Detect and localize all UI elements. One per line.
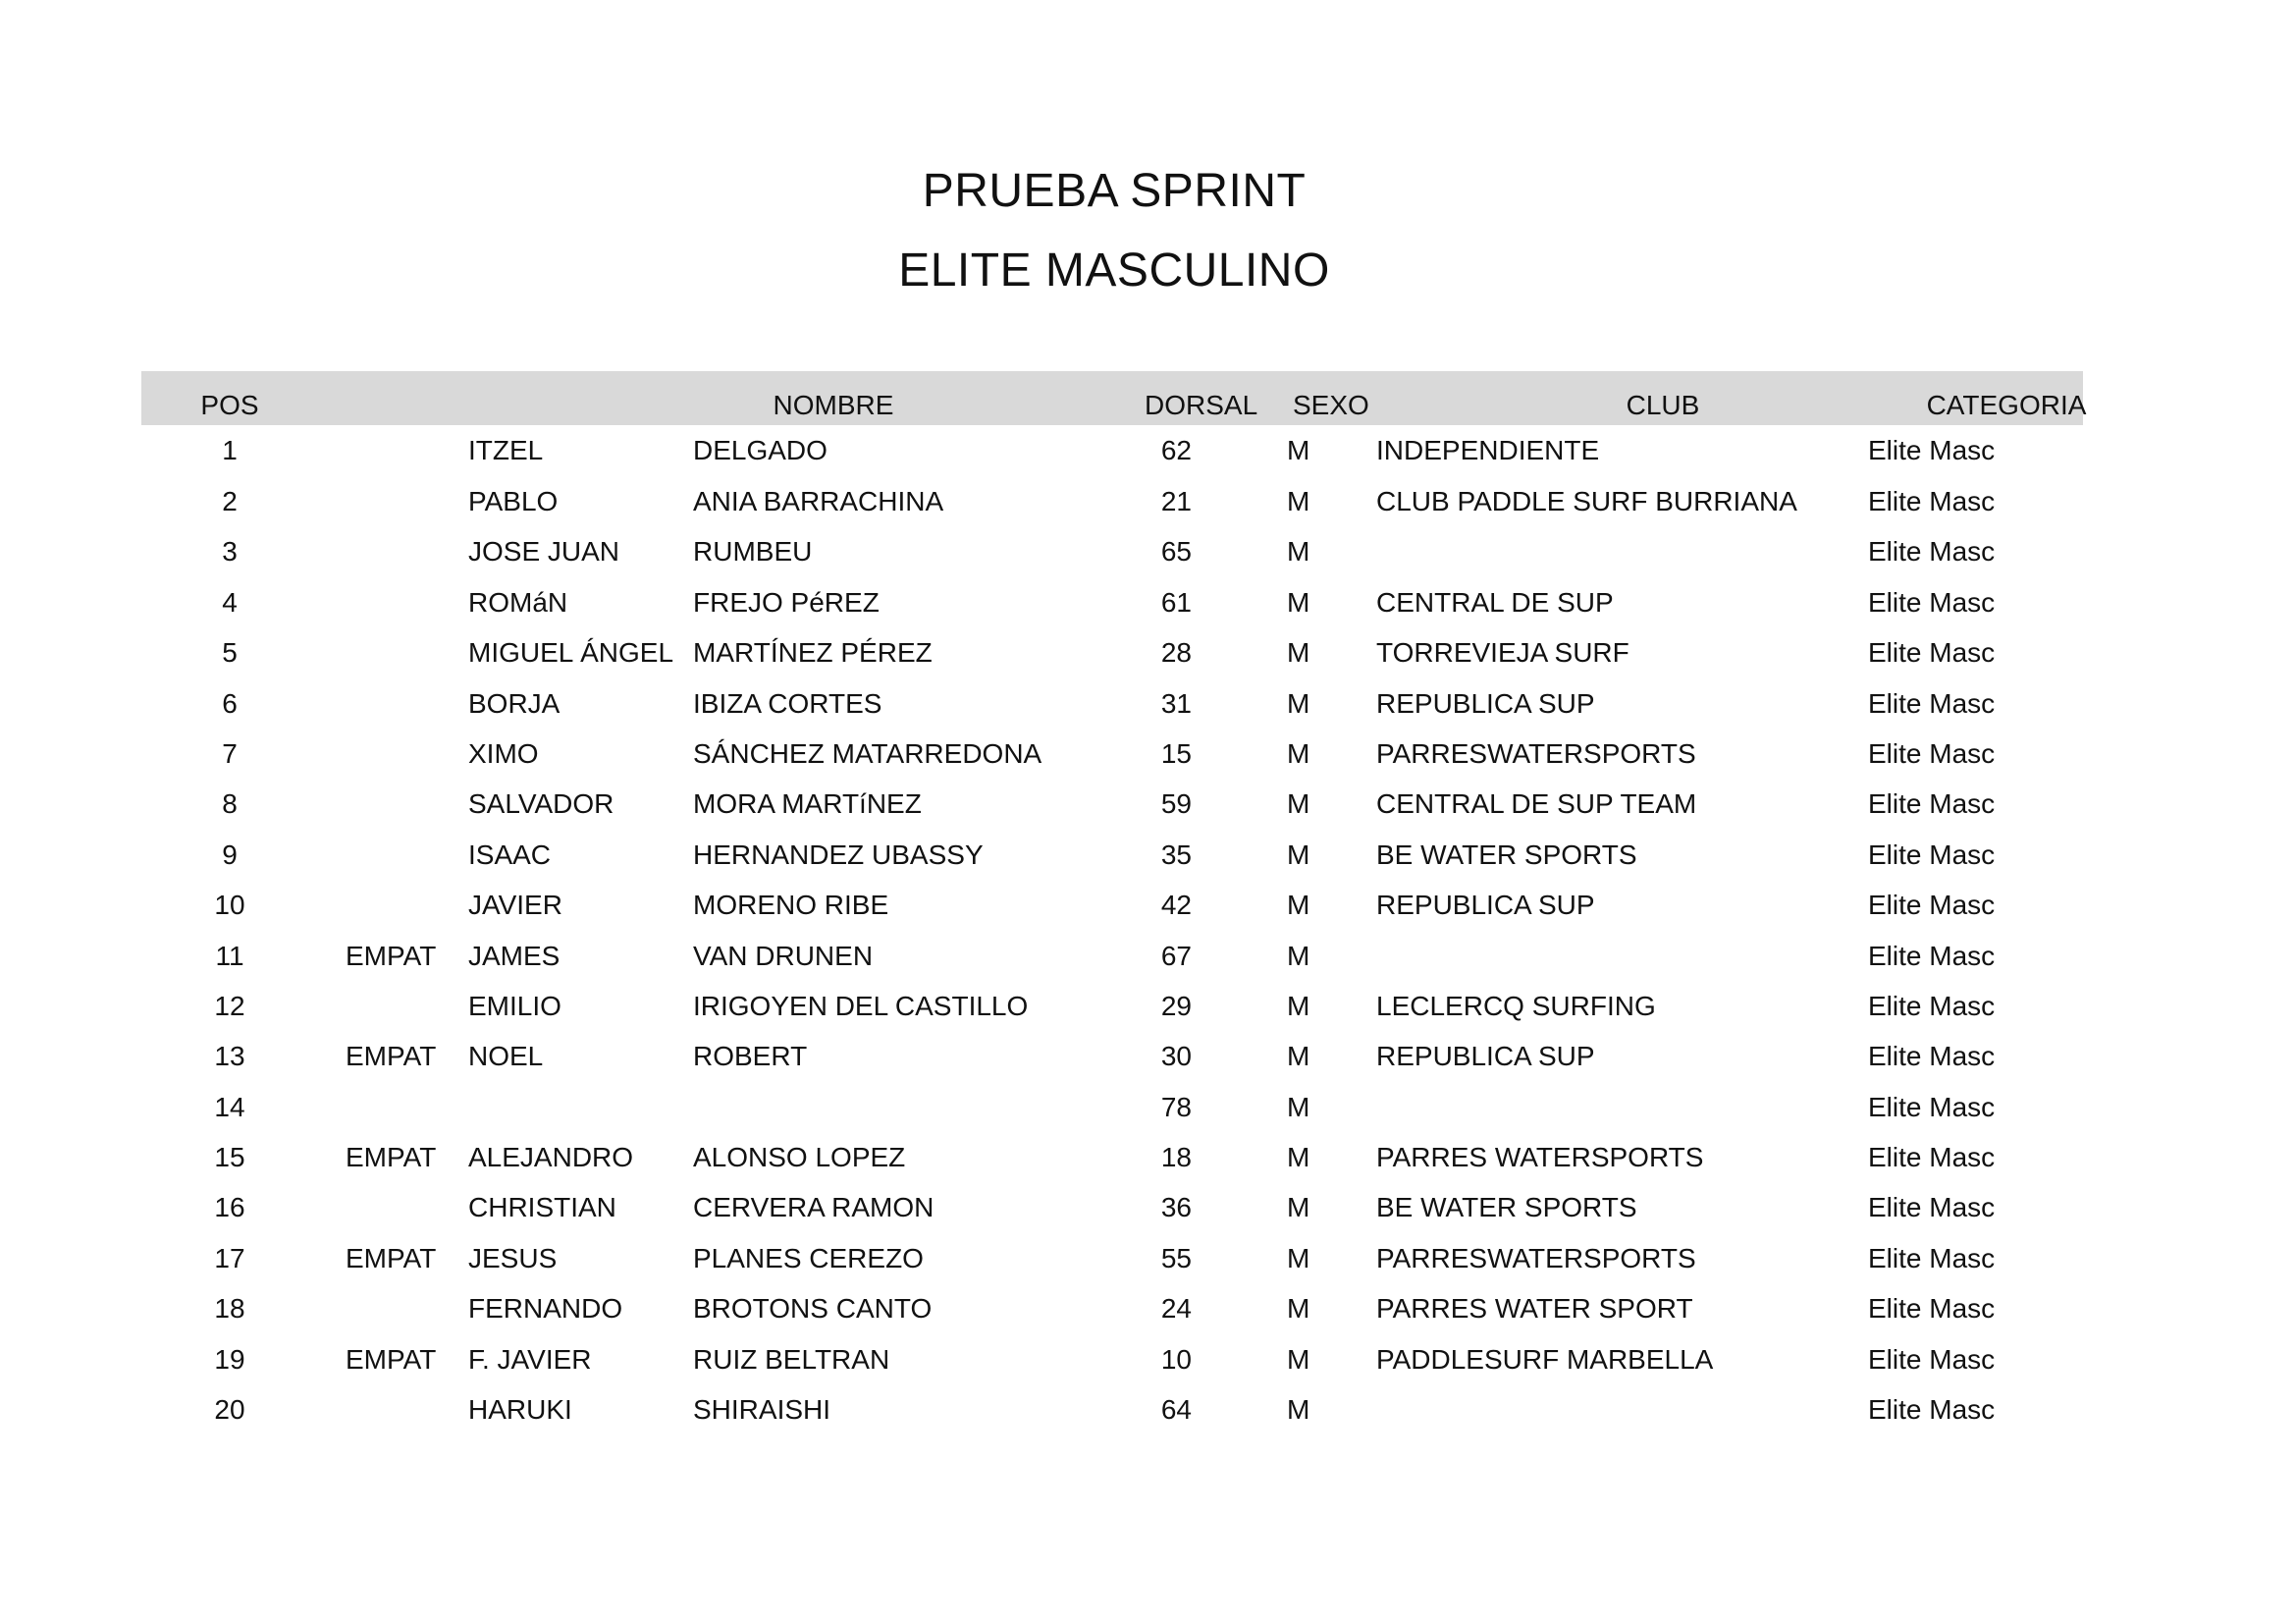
table-row: [141, 1233, 2083, 1283]
cell-categoria: Elite Masc: [1868, 940, 1996, 971]
cell-categoria: Elite Masc: [1868, 435, 1996, 465]
cell-club: CENTRAL DE SUP: [1376, 586, 1614, 618]
cell-first-name: NOEL: [468, 1041, 544, 1072]
cell-categoria: Elite Masc: [1868, 1142, 1996, 1173]
table-header: [141, 371, 2087, 425]
cell-categoria: Elite Masc: [1868, 586, 1996, 618]
cell-dorsal: 36: [1160, 1192, 1192, 1223]
cell-first-name: JOSE JUAN: [468, 536, 620, 568]
page-title: PRUEBA SPRINT: [922, 165, 1307, 217]
cell-pos: 16: [214, 1192, 245, 1223]
cell-categoria: Elite Masc: [1868, 788, 1996, 820]
cell-first-name: JAVIER: [468, 890, 562, 921]
cell-categoria: Elite Masc: [1868, 536, 1996, 568]
cell-sexo: M: [1287, 1242, 1310, 1273]
cell-last-name: RUIZ BELTRAN: [693, 1343, 890, 1375]
cell-club: REPUBLICA SUP: [1376, 687, 1595, 719]
cell-pos: 7: [222, 737, 238, 769]
cell-dorsal: 59: [1160, 788, 1192, 820]
cell-club: PARRESWATERSPORTS: [1376, 1242, 1696, 1273]
cell-last-name: BROTONS CANTO: [693, 1293, 933, 1325]
cell-dorsal: 62: [1160, 435, 1192, 465]
cell-pos: 4: [222, 586, 238, 618]
cell-dorsal: 21: [1160, 486, 1192, 516]
cell-club: PARRESWATERSPORTS: [1376, 737, 1696, 769]
cell-pos: 9: [222, 839, 238, 870]
table-row: [141, 627, 2083, 677]
cell-sexo: M: [1287, 990, 1310, 1021]
cell-club: CLUB PADDLE SURF BURRIANA: [1376, 486, 1797, 516]
cell-first-name: EMILIO: [468, 990, 561, 1021]
cell-sexo: M: [1287, 536, 1310, 568]
cell-sexo: M: [1287, 737, 1310, 769]
cell-first-name: ITZEL: [468, 435, 544, 465]
table-row: [141, 729, 2083, 779]
cell-categoria: Elite Masc: [1868, 637, 1996, 669]
cell-dorsal: 55: [1160, 1242, 1192, 1273]
cell-first-name: XIMO: [468, 737, 539, 769]
cell-categoria: Elite Masc: [1868, 1242, 1996, 1273]
cell-pos: 15: [214, 1142, 245, 1173]
cell-sexo: M: [1287, 486, 1310, 516]
cell-first-name: JESUS: [468, 1242, 558, 1273]
cell-dorsal: 10: [1160, 1343, 1192, 1375]
cell-pos: 13: [214, 1041, 245, 1072]
cell-dorsal: 29: [1160, 990, 1192, 1021]
cell-first-name: CHRISTIAN: [468, 1192, 616, 1223]
cell-pos: 3: [222, 536, 238, 568]
table-row: [141, 830, 2083, 880]
cell-categoria: Elite Masc: [1868, 890, 1996, 921]
cell-sexo: M: [1287, 1394, 1310, 1426]
cell-pos: 2: [222, 486, 238, 516]
header-pos: POS: [200, 390, 259, 420]
cell-dorsal: 35: [1160, 839, 1192, 870]
cell-sexo: M: [1287, 637, 1310, 669]
cell-first-name: PABLO: [468, 486, 559, 516]
table-row: [141, 931, 2083, 981]
cell-sexo: M: [1287, 788, 1310, 820]
cell-sexo: M: [1287, 435, 1310, 465]
cell-last-name: PLANES CEREZO: [693, 1242, 924, 1273]
cell-dorsal: 18: [1160, 1142, 1192, 1173]
cell-club: PADDLESURF MARBELLA: [1376, 1343, 1714, 1375]
cell-sexo: M: [1287, 940, 1310, 971]
cell-pos: 19: [214, 1343, 245, 1375]
cell-sexo: M: [1287, 687, 1310, 719]
header-nombre: NOMBRE: [773, 390, 894, 420]
cell-club: REPUBLICA SUP: [1376, 890, 1595, 921]
table-row: [141, 526, 2083, 576]
cell-club: CENTRAL DE SUP TEAM: [1376, 788, 1697, 820]
cell-categoria: Elite Masc: [1868, 486, 1996, 516]
cell-dorsal: 42: [1160, 890, 1192, 921]
cell-empat: EMPAT: [346, 1041, 437, 1072]
cell-first-name: SALVADOR: [468, 788, 614, 820]
header-dorsal: DORSAL: [1145, 390, 1258, 420]
table-row: [141, 476, 2083, 526]
cell-dorsal: 24: [1160, 1293, 1192, 1325]
cell-dorsal: 64: [1160, 1394, 1192, 1426]
cell-last-name: MORA MARTíNEZ: [693, 788, 922, 820]
cell-dorsal: 65: [1160, 536, 1192, 568]
cell-first-name: F. JAVIER: [468, 1343, 592, 1375]
cell-pos: 18: [214, 1293, 245, 1325]
table-row: [141, 1031, 2083, 1081]
cell-club: PARRES WATER SPORT: [1376, 1293, 1693, 1325]
cell-club: BE WATER SPORTS: [1376, 1192, 1637, 1223]
cell-last-name: ANIA BARRACHINA: [693, 486, 944, 516]
cell-categoria: Elite Masc: [1868, 839, 1996, 870]
cell-categoria: Elite Masc: [1868, 1343, 1996, 1375]
cell-sexo: M: [1287, 890, 1310, 921]
table-row: [141, 1334, 2083, 1384]
cell-pos: 10: [214, 890, 245, 921]
cell-categoria: Elite Masc: [1868, 737, 1996, 769]
cell-first-name: FERNANDO: [468, 1293, 623, 1325]
cell-sexo: M: [1287, 1343, 1310, 1375]
cell-pos: 14: [214, 1091, 245, 1122]
cell-club: LECLERCQ SURFING: [1376, 990, 1656, 1021]
results-table-body: [141, 425, 2083, 1435]
cell-last-name: HERNANDEZ UBASSY: [693, 839, 984, 870]
cell-dorsal: 15: [1160, 737, 1192, 769]
cell-pos: 5: [222, 637, 238, 669]
cell-sexo: M: [1287, 1192, 1310, 1223]
cell-sexo: M: [1287, 586, 1310, 618]
cell-categoria: Elite Masc: [1868, 1394, 1996, 1426]
cell-club: BE WATER SPORTS: [1376, 839, 1637, 870]
header-categoria: CATEGORIA: [1926, 390, 2087, 420]
cell-last-name: DELGADO: [693, 435, 828, 465]
cell-sexo: M: [1287, 1293, 1310, 1325]
cell-pos: 6: [222, 687, 238, 719]
cell-pos: 12: [214, 990, 245, 1021]
cell-last-name: IBIZA CORTES: [693, 687, 882, 719]
cell-empat: EMPAT: [346, 1242, 437, 1273]
cell-categoria: Elite Masc: [1868, 1293, 1996, 1325]
cell-categoria: Elite Masc: [1868, 1041, 1996, 1072]
cell-categoria: Elite Masc: [1868, 687, 1996, 719]
cell-dorsal: 31: [1160, 687, 1192, 719]
table-row: [141, 1384, 2083, 1435]
cell-categoria: Elite Masc: [1868, 990, 1996, 1021]
cell-last-name: SHIRAISHI: [693, 1394, 831, 1426]
cell-club: TORREVIEJA SURF: [1376, 637, 1629, 669]
cell-club: REPUBLICA SUP: [1376, 1041, 1595, 1072]
cell-dorsal: 67: [1160, 940, 1192, 971]
cell-pos: 17: [214, 1242, 245, 1273]
cell-last-name: MORENO RIBE: [693, 890, 889, 921]
cell-pos: 8: [222, 788, 238, 820]
header-club: CLUB: [1626, 390, 1700, 420]
cell-dorsal: 78: [1160, 1091, 1192, 1122]
cell-empat: EMPAT: [346, 1343, 437, 1375]
cell-last-name: ROBERT: [693, 1041, 808, 1072]
cell-last-name: MARTÍNEZ PÉREZ: [693, 637, 933, 669]
cell-pos: 1: [222, 435, 238, 465]
table-row: [141, 678, 2083, 729]
cell-empat: EMPAT: [346, 1142, 437, 1173]
cell-first-name: ISAAC: [468, 839, 552, 870]
cell-sexo: M: [1287, 1142, 1310, 1173]
cell-dorsal: 30: [1160, 1041, 1192, 1072]
cell-first-name: BORJA: [468, 687, 561, 719]
cell-dorsal: 61: [1160, 586, 1192, 618]
cell-pos: 11: [215, 940, 244, 971]
header-sexo: SEXO: [1293, 390, 1369, 420]
cell-first-name: JAMES: [468, 940, 561, 971]
cell-dorsal: 28: [1160, 637, 1192, 669]
table-row: [141, 1132, 2083, 1182]
cell-club: PARRES WATERSPORTS: [1376, 1142, 1704, 1173]
cell-last-name: CERVERA RAMON: [693, 1192, 934, 1223]
page-subtitle: ELITE MASCULINO: [898, 244, 1330, 297]
cell-last-name: VAN DRUNEN: [693, 940, 874, 971]
table-row: [141, 577, 2083, 627]
cell-first-name: ROMáN: [468, 586, 568, 618]
cell-sexo: M: [1287, 1091, 1310, 1122]
cell-categoria: Elite Masc: [1868, 1091, 1996, 1122]
cell-first-name: MIGUEL ÁNGEL: [468, 637, 674, 669]
cell-sexo: M: [1287, 1041, 1310, 1072]
cell-sexo: M: [1287, 839, 1310, 870]
cell-empat: EMPAT: [346, 940, 437, 971]
cell-pos: 20: [214, 1394, 245, 1426]
cell-first-name: HARUKI: [468, 1394, 572, 1426]
cell-last-name: ALONSO LOPEZ: [693, 1142, 906, 1173]
cell-last-name: SÁNCHEZ MATARREDONA: [693, 737, 1042, 769]
cell-last-name: RUMBEU: [693, 536, 813, 568]
cell-club: INDEPENDIENTE: [1376, 435, 1600, 465]
cell-categoria: Elite Masc: [1868, 1192, 1996, 1223]
cell-last-name: FREJO PéREZ: [693, 586, 880, 618]
table-row: [141, 779, 2083, 829]
cell-first-name: ALEJANDRO: [468, 1142, 634, 1173]
cell-last-name: IRIGOYEN DEL CASTILLO: [693, 990, 1029, 1021]
